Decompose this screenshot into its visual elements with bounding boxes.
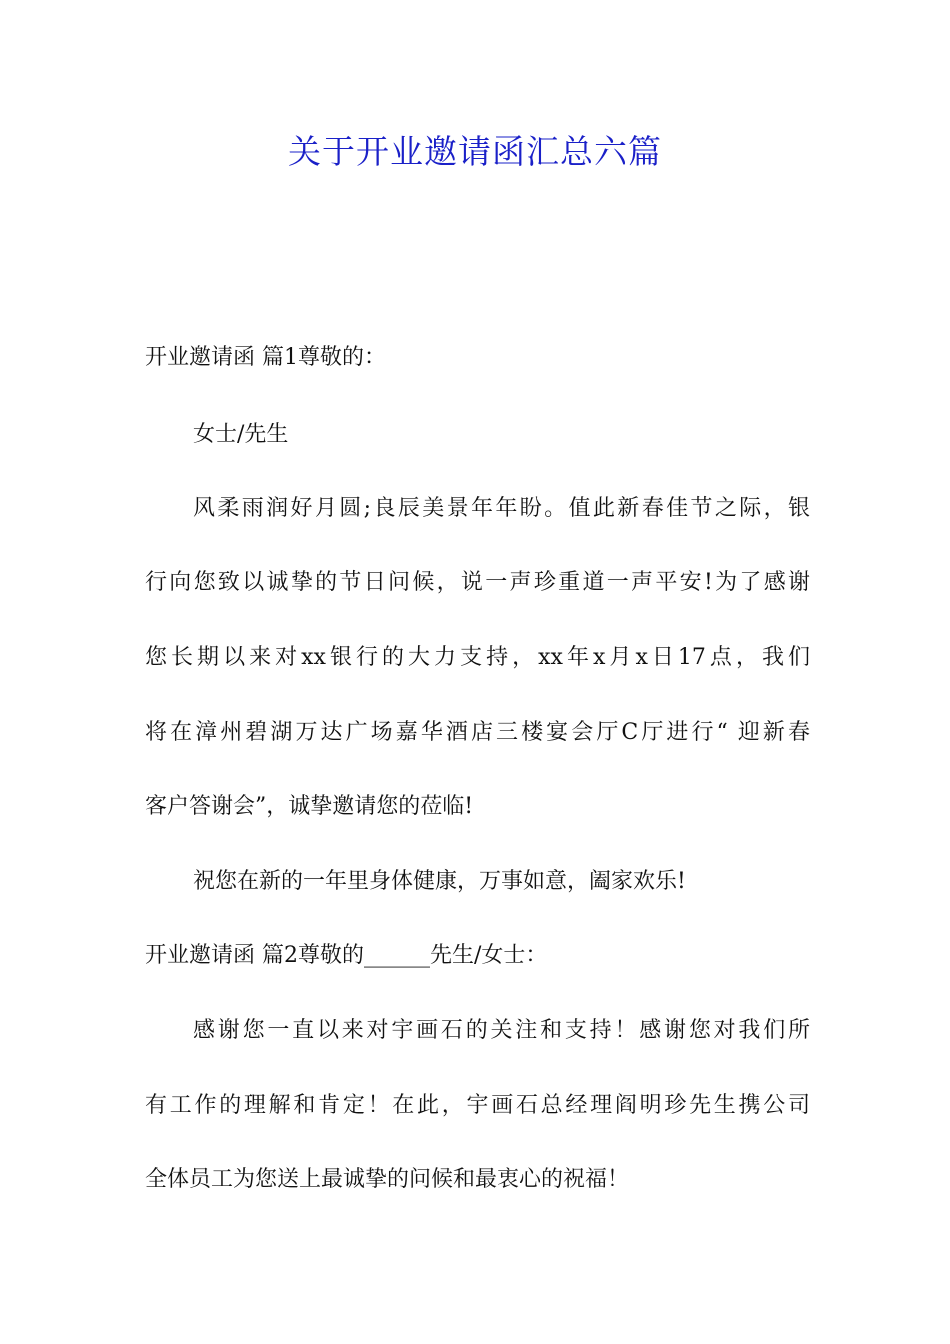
paragraph-line: 感谢您一直以来对宇画石的关注和支持！感谢您对我们所 xyxy=(193,1018,810,1043)
paragraph-line: 风柔雨润好月圆;良辰美景年年盼。值此新春佳节之际，银 xyxy=(193,496,810,521)
paragraph-line: 有工作的理解和肯定！在此，宇画石总经理阎明珍先生携公司 xyxy=(145,1093,810,1118)
paragraph-line: 祝您在新的一年里身体健康，万事如意，阖家欢乐! xyxy=(193,869,686,894)
paragraph-line: 全体员工为您送上最诚挚的问候和最衷心的祝福！ xyxy=(145,1167,630,1192)
document-title: 关于开业邀请函汇总六篇 xyxy=(288,132,662,171)
paragraph-line: 将在漳州碧湖万达广场嘉华酒店三楼宴会厅C厅进行“ 迎新春 xyxy=(145,720,810,745)
paragraph-line: 您长期以来对xx银行的大力支持，xx年x月x日17点，我们 xyxy=(145,645,810,670)
section-1-heading: 开业邀请函 篇1尊敬的： xyxy=(145,345,386,370)
section-2-heading: 开业邀请函 篇2尊敬的______先生/女士： xyxy=(145,943,548,968)
salutation-line: 女士/先生 xyxy=(193,422,289,447)
paragraph-line: 行向您致以诚挚的节日问候，说一声珍重道一声平安!为了感谢 xyxy=(145,570,810,595)
paragraph-line: 客户答谢会”，诚挚邀请您的莅临! xyxy=(145,794,474,819)
